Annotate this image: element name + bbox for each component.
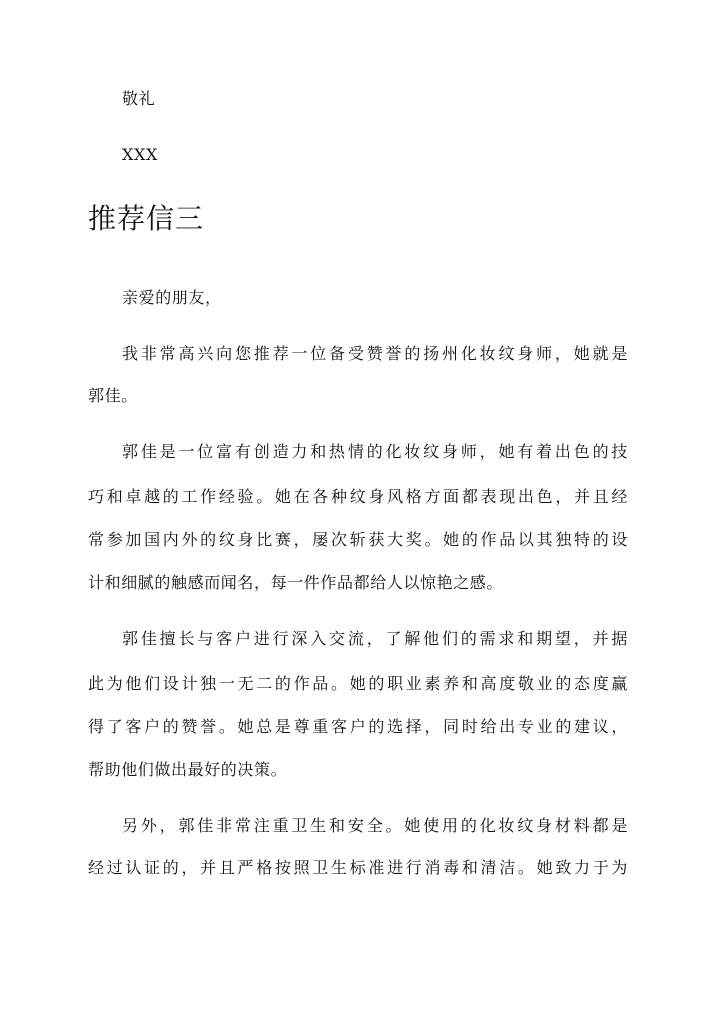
paragraph-3-line-2: 此为他们设计独一无二的作品。她的职业素养和高度敬业的态度赢: [88, 674, 628, 693]
paragraph-2-line-3: 常参加国内外的纹身比赛，屡次斩获大奖。她的作品以其独特的设: [88, 530, 628, 549]
paragraph-4-line-2: 经过认证的，并且严格按照卫生标准进行消毒和清洁。她致力于为: [88, 858, 628, 877]
paragraph-3-line-4: 帮助他们做出最好的决策。: [88, 760, 288, 779]
paragraph-2-line-2: 巧和卓越的工作经验。她在各种纹身风格方面都表现出色，并且经: [88, 487, 628, 506]
paragraph-3-line-3: 得了客户的赞誉。她总是尊重客户的选择，同时给出专业的建议，: [88, 717, 628, 736]
paragraph-4-line-1: 另外，郭佳非常注重卫生和安全。她使用的化妆纹身材料都是: [122, 816, 628, 835]
paragraph-1-line-1: 我非常高兴向您推荐一位备受赞誉的扬州化妆纹身师，她就是: [122, 344, 628, 363]
closing-signature: XXX: [122, 145, 158, 164]
paragraph-3-line-1: 郭佳擅长与客户进行深入交流，了解他们的需求和期望，并据: [122, 629, 628, 648]
paragraph-1-line-2: 郭佳。: [88, 386, 138, 405]
closing-salutation: 敬礼: [122, 89, 156, 108]
paragraph-2-line-4: 计和细腻的触感而闻名，每一件作品都给人以惊艳之感。: [88, 573, 504, 592]
paragraph-2-line-1: 郭佳是一位富有创造力和热情的化妆纹身师，她有着出色的技: [122, 442, 628, 461]
section-title: 推荐信三: [88, 202, 205, 235]
greeting: 亲爱的朋友，: [122, 288, 222, 307]
